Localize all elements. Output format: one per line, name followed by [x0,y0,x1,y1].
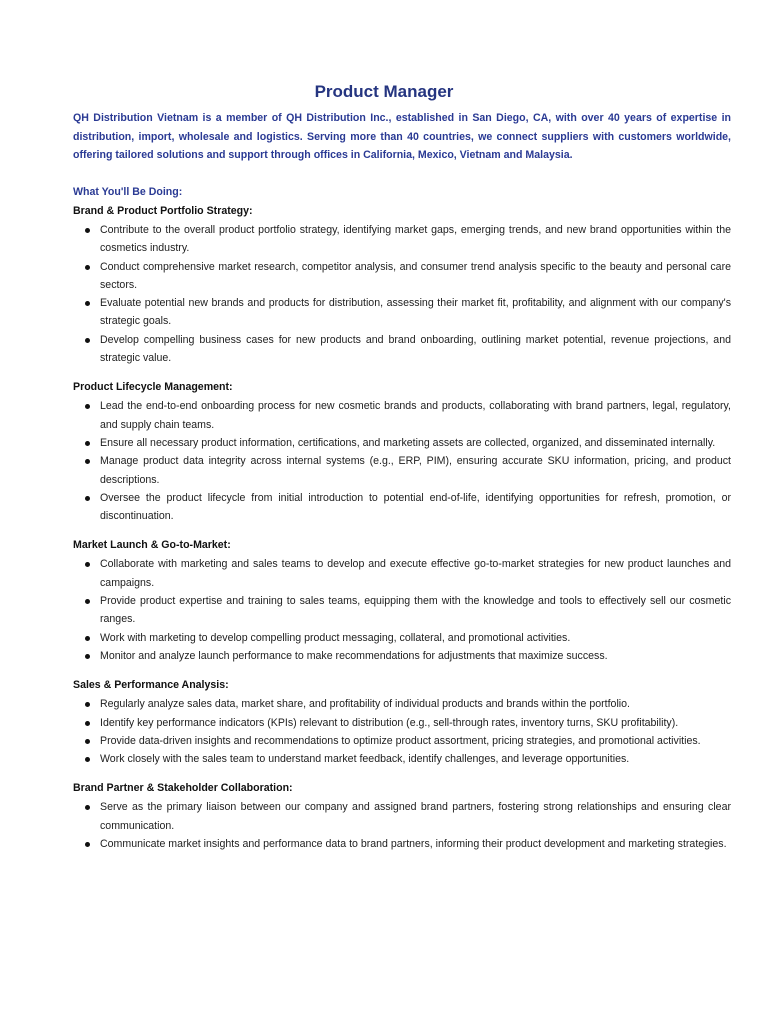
bullet-list [73,555,731,665]
list-item: Serve as the primary liaison between our company and assigned brand partners, fostering strong relationships and ensuring clear communication. [73,798,731,835]
bullet-list [73,397,731,525]
list-item: Monitor and analyze launch performance to make recommendations for adjustments that maximize success. [73,647,731,665]
bullet-icon [85,842,90,847]
section-heading: What You'll Be Doing: [73,186,183,198]
list-item: Oversee the product lifecycle from initial introduction to potential end-of-life, identifying opportunities for refresh, promotion, or discontinuation. [73,489,731,526]
group-brand-portfolio [73,203,731,367]
bullet-icon [85,599,90,604]
bullet-icon [85,721,90,726]
bullet-icon [85,441,90,446]
group-title: Market Launch & Go-to-Market: [73,539,231,552]
bullet-icon [85,636,90,641]
list-item: Conduct comprehensive market research, competitor analysis, and consumer trend analysis specific to the beauty and personal care sectors. [73,258,731,295]
list-item: Work closely with the sales team to understand market feedback, identify challenges, and leverage opportunities. [73,750,731,768]
bullet-list [73,221,731,367]
bullet-icon [85,757,90,762]
list-item: Ensure all necessary product information, certifications, and marketing assets are collected, organized, and disseminated internally. [73,434,731,452]
list-item: Identify key performance indicators (KPIs) relevant to distribution (e.g., sell-through rates, inventory turns, SKU profitability). [73,714,731,732]
bullet-list [73,798,731,853]
list-item: Develop compelling business cases for new products and brand onboarding, outlining market potential, revenue projections, and strategic value. [73,331,731,368]
list-item: Work with marketing to develop compelling product messaging, collateral, and promotional activities. [73,629,731,647]
list-item: Lead the end-to-end onboarding process for new cosmetic brands and products, collaborating with brand partners, legal, regulatory, and supply chain teams. [73,397,731,434]
group-lifecycle [73,379,731,525]
bullet-icon [85,228,90,233]
group-market-launch [73,537,731,665]
list-item: Evaluate potential new brands and products for distribution, assessing their market fit, profitability, and alignment with our company's strategic goals. [73,294,731,331]
bullet-icon [85,702,90,707]
bullet-icon [85,654,90,659]
list-item: Regularly analyze sales data, market share, and profitability of individual products and brands within the portfolio. [73,695,731,713]
responsibilities [73,203,731,865]
page-title: Product Manager [314,82,454,101]
group-title: Brand & Product Portfolio Strategy: [73,205,253,217]
group-title: Brand Partner & Stakeholder Collaboration: [73,782,293,795]
company-intro: QH Distribution Vietnam is a member of QH Distribution Inc., established in San Diego, CA, with over 40 years of expertise in distribution, import, wholesale and logistics. Serving more than 40 countries, we connect suppliers with customers worldwide, offering tailored solutions and support through offices in California, Mexico, Vietnam and Malaysia. [73,112,731,161]
group-title: Product Lifecycle Management: [73,381,233,394]
bullet-icon [85,265,90,270]
list-item: Provide data-driven insights and recommendations to optimize product assortment, pricing strategies, and promotional activities. [73,732,731,750]
list-item: Contribute to the overall product portfolio strategy, identifying market gaps, emerging trends, and new brand opportunities within the cosmetics industry. [73,221,731,258]
bullet-icon [85,562,90,567]
bullet-icon [85,338,90,343]
bullet-icon [85,301,90,306]
group-sales-analysis [73,677,731,768]
bullet-icon [85,404,90,409]
list-item: Provide product expertise and training to sales teams, equipping them with the knowledge and tools to effectively sell our cosmetic ranges. [73,592,731,629]
bullet-icon [85,496,90,501]
bullet-list [73,695,731,768]
list-item: Manage product data integrity across internal systems (e.g., ERP, PIM), ensuring accurate SKU information, pricing, and product descriptions. [73,452,731,489]
list-item: Collaborate with marketing and sales teams to develop and execute effective go-to-market strategies for new product launches and campaigns. [73,555,731,592]
bullet-icon [85,739,90,744]
bullet-icon [85,805,90,810]
group-title: Sales & Performance Analysis: [73,679,229,692]
group-brand-partner [73,780,731,853]
list-item: Communicate market insights and performance data to brand partners, informing their product development and marketing strategies. [73,835,731,853]
bullet-icon [85,459,90,464]
